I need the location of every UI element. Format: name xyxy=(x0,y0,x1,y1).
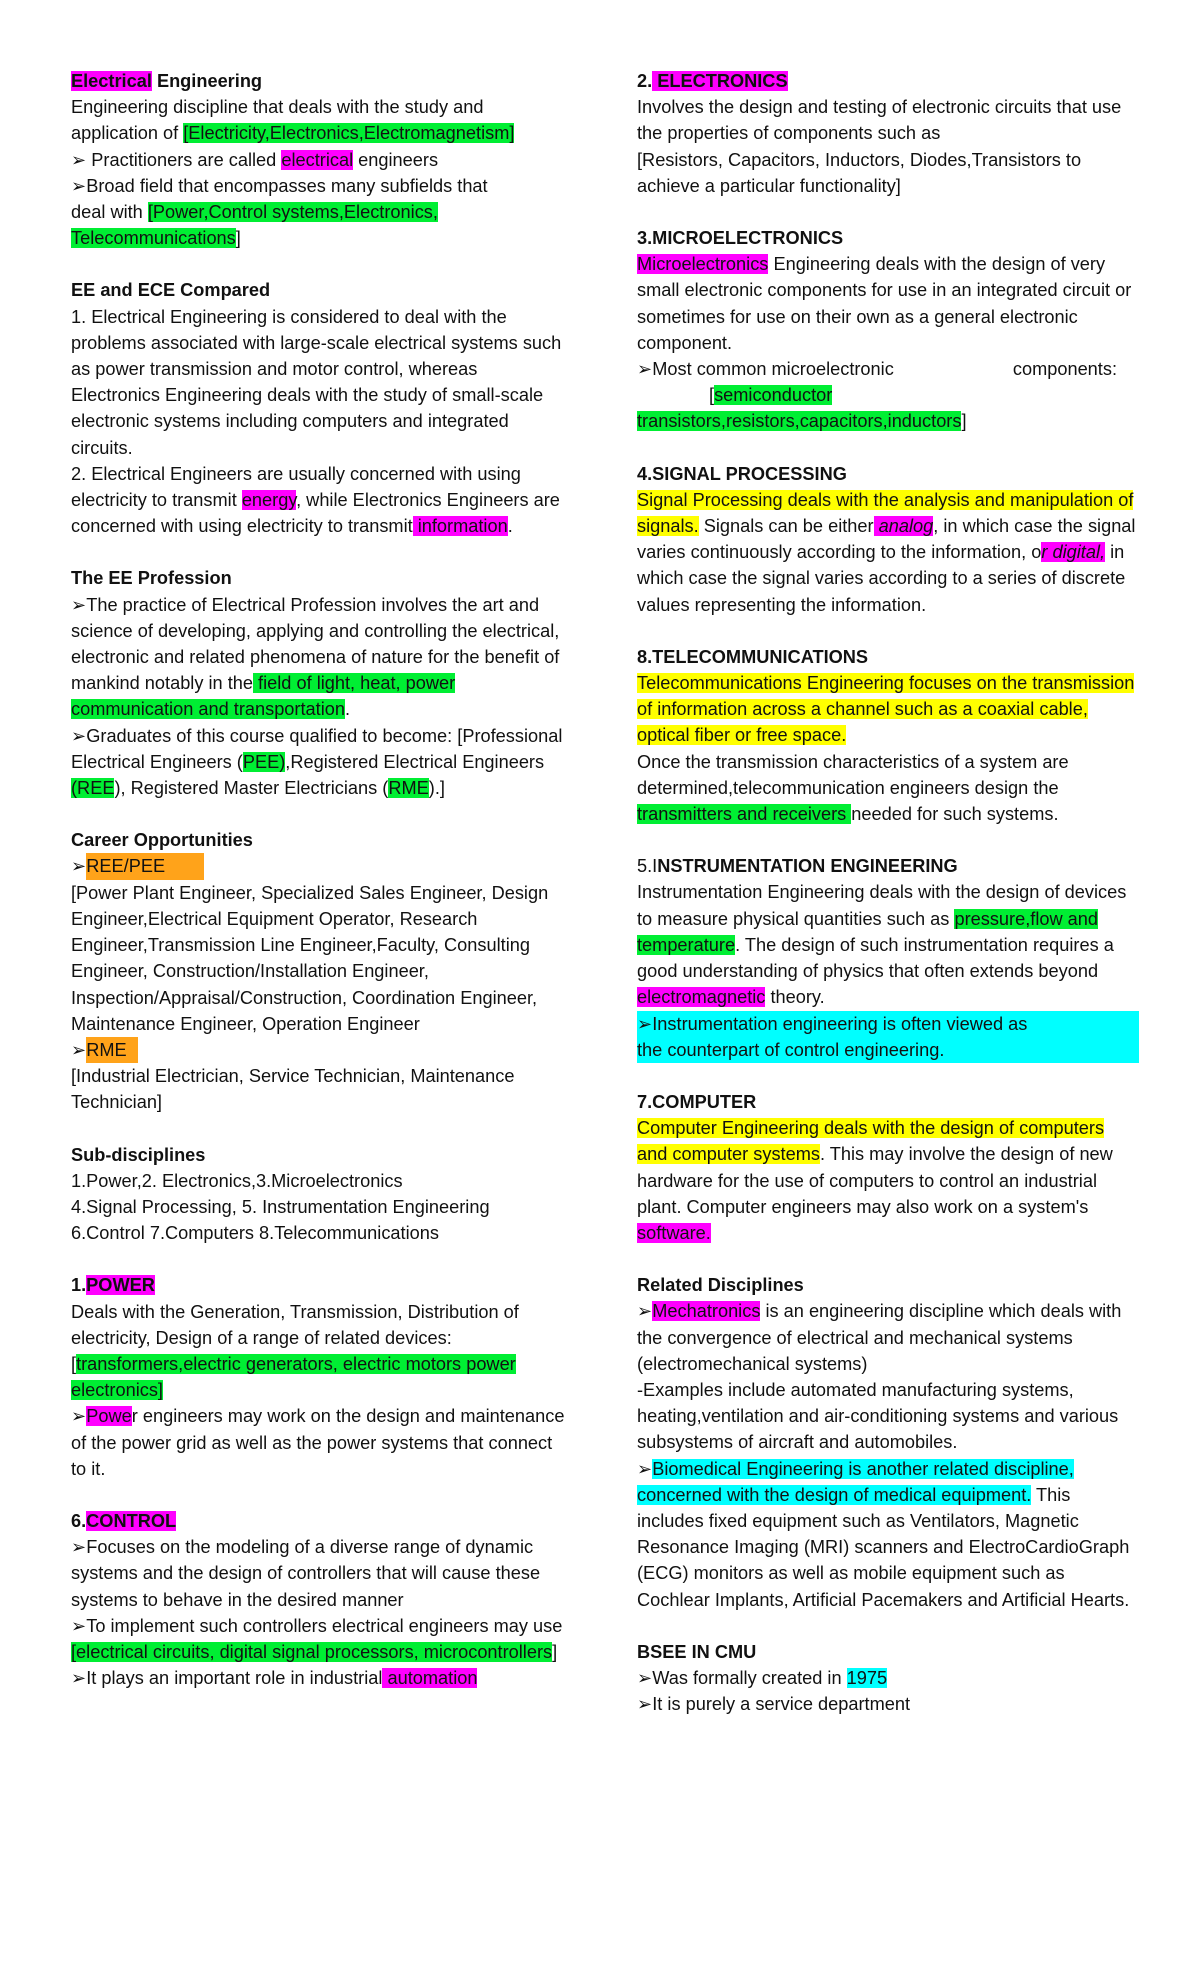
section-telecommunications xyxy=(637,644,1139,827)
bullet: ➢Focuses on the modeling of a diverse range of dynamic systems and the design of controllers that will cause these systems to behave in the desired manner xyxy=(71,1537,541,1610)
paragraph: [Power Plant Engineer, Specialized Sales Engineer, Design Engineer,Electrical Equipment Operator, Research Engineer,Transmission Line Engineer,Faculty, Consulting Engineer, Construction/Installation Engineer, Inspection/Appraisal/Construction, Coordination Engineer, Maintenance Engineer, Operation Engineer xyxy=(71,882,549,1034)
section-electronics xyxy=(637,68,1139,199)
paragraph: [semiconductor xyxy=(709,385,833,406)
paragraph: [Resistors, Capacitors, Inductors, Diodes,Transistors to achieve a particular functionality] xyxy=(637,149,1082,196)
list-item: 4.Signal Processing, 5. Instrumentation Engineering xyxy=(71,1196,490,1217)
section-career-opportunities xyxy=(71,827,571,1115)
paragraph: Computer Engineering deals with the design of computers and computer systems. This may involve the design of new hardware for the use of computers to control an industrial plant. Computer engineers may also work on a system's software. xyxy=(637,1118,1113,1243)
paragraph: Once the transmission characteristics of a system are determined,telecommunication engineers design the transmitters and receivers needed for such systems. xyxy=(637,751,1069,825)
section-ee-profession xyxy=(71,565,571,801)
paragraph: transistors,resistors,capacitors,inductors] xyxy=(637,411,967,432)
section-title: 6.CONTROL xyxy=(71,1510,177,1531)
section-title: BSEE IN CMU xyxy=(637,1641,757,1662)
bullet: ➢The practice of Electrical Profession involves the art and science of developing, applying and controlling the electrical, electronic and related phenomena of nature for the benefit of mankind notably in the field of light, heat, power communication and transportation. xyxy=(71,594,560,720)
section-microelectronics xyxy=(637,225,1139,435)
paragraph: application of [Electricity,Electronics,Electromagnetism] xyxy=(71,123,515,144)
paragraph: Involves the design and testing of electronic circuits that use the properties of components such as xyxy=(637,97,1122,144)
section-title: Electrical Engineering xyxy=(71,71,263,91)
section-title: 3.MICROELECTRONICS xyxy=(637,228,844,249)
paragraph: Deals with the Generation, Transmission, Distribution of electricity, Design of a range of related devices: xyxy=(71,1301,519,1348)
bullet: ➢RME xyxy=(71,1037,571,1063)
paragraph: 2. Electrical Engineers are usually concerned with using electricity to transmit energy, while Electronics Engineers are concerned with using electricity to transmit information. xyxy=(71,463,560,537)
bullet: ➢REE/PEE xyxy=(71,853,571,879)
section-sub-disciplines xyxy=(71,1142,571,1247)
section-power xyxy=(71,1272,571,1482)
section-instrumentation xyxy=(637,853,1139,1063)
section-title: 2. ELECTRONICS xyxy=(637,71,788,91)
section-title: 7.COMPUTER xyxy=(637,1091,757,1112)
section-title: 4.SIGNAL PROCESSING xyxy=(637,463,847,484)
section-title: 8.TELECOMMUNICATIONS xyxy=(637,646,869,667)
section-ee-ece-compared xyxy=(71,277,571,539)
paragraph: Microelectronics Engineering deals with the design of very small electronic components for use in an integrated circuit or sometimes for use on their own as a general electronic component. xyxy=(637,254,1132,353)
paragraph: deal with [Power,Control systems,Electronics, xyxy=(71,202,438,223)
section-title: The EE Profession xyxy=(71,568,232,589)
paragraph: Telecommunications Engineering focuses on the transmission of information across a channel such as a coaxial cable, optical fiber or free space. xyxy=(637,673,1135,746)
section-title: Sub-disciplines xyxy=(71,1144,206,1165)
section-title: EE and ECE Compared xyxy=(71,280,271,301)
section-title: Related Disciplines xyxy=(637,1275,804,1296)
paragraph: [transformers,electric generators, electric motors power electronics] xyxy=(71,1353,516,1401)
paragraph: Instrumentation Engineering deals with the design of devices to measure physical quantities such as pressure,flow and temperature. The design of such instrumentation requires a good understanding of physics that often extends beyond electromagnetic theory. xyxy=(637,882,1127,1008)
bullet: ➢ Practitioners are called electrical engineers xyxy=(71,149,439,170)
bullet: ➢Biomedical Engineering is another related discipline, concerned with the design of medical equipment. This includes fixed equipment such as Ventilators, Magnetic Resonance Imaging (MRI) scanners and ElectroCardioGraph (ECG) monitors as well as mobile equipment such as Cochlear Implants, Artificial Pacemakers and Artificial Hearts. xyxy=(637,1458,1130,1610)
left-column xyxy=(71,68,571,1717)
section-title: Career Opportunities xyxy=(71,830,253,851)
highlighted-line: the counterpart of control engineering. xyxy=(637,1037,1139,1063)
section-title: 5.INSTRUMENTATION ENGINEERING xyxy=(637,856,958,877)
bullet: ➢Power engineers may work on the design and maintenance of the power grid as well as the power systems that connect to it. xyxy=(71,1406,565,1479)
paragraph: Engineering discipline that deals with the study and xyxy=(71,97,484,118)
list-item: 1.Power,2. Electronics,3.Microelectronics xyxy=(71,1170,403,1191)
paragraph: [Industrial Electrician, Service Technician, Maintenance Technician] xyxy=(71,1066,515,1113)
section-related-disciplines xyxy=(637,1272,1139,1613)
section-signal-processing xyxy=(637,461,1139,618)
bullet: ➢Most common microelectronic components: xyxy=(637,359,1117,380)
section-computer xyxy=(637,1089,1139,1246)
section-bsee-cmu xyxy=(637,1639,1139,1718)
bullet: ➢It plays an important role in industrial automation xyxy=(71,1668,478,1689)
bullet: ➢It is purely a service department xyxy=(637,1694,911,1715)
section-electrical-engineering xyxy=(71,68,571,251)
bullet: ➢Was formally created in 1975 xyxy=(637,1667,888,1688)
section-title: 1.POWER xyxy=(71,1275,155,1296)
paragraph: Signal Processing deals with the analysis and manipulation of signals. Signals can be either analog, in which case the signal varies continuously according to the information, or digital, in which case the signal varies according to a series of discrete values representing the information. xyxy=(637,489,1136,615)
highlighted-line: ➢Instrumentation engineering is often viewed as xyxy=(637,1011,1139,1037)
paragraph: Telecommunications] xyxy=(71,228,241,249)
right-column xyxy=(637,68,1139,1743)
bullet: ➢Mechatronics is an engineering discipline which deals with the convergence of electrical and mechanical systems (electromechanical systems) xyxy=(637,1301,1122,1374)
bullet: ➢To implement such controllers electrical engineers may use [electrical circuits, digital signal processors, microcontrollers] xyxy=(71,1615,563,1662)
section-control xyxy=(71,1508,571,1691)
list-item: 6.Control 7.Computers 8.Telecommunications xyxy=(71,1223,439,1244)
paragraph: -Examples include automated manufacturing systems, heating,ventilation and air-conditioning systems and various subsystems of aircraft and automobiles. xyxy=(637,1379,1119,1453)
paragraph: 1. Electrical Engineering is considered to deal with the problems associated with large-scale electrical systems such as power transmission and motor control, whereas Electronics Engineering deals with the study of small-scale electronic systems including computers and integrated circuits. xyxy=(71,306,562,458)
bullet: ➢Graduates of this course qualified to become: [Professional Electrical Engineers (PEE),Registered Electrical Engineers (REE), Registered Master Electricians (RME).] xyxy=(71,725,563,799)
bullet: ➢Broad field that encompasses many subfields that xyxy=(71,175,488,196)
